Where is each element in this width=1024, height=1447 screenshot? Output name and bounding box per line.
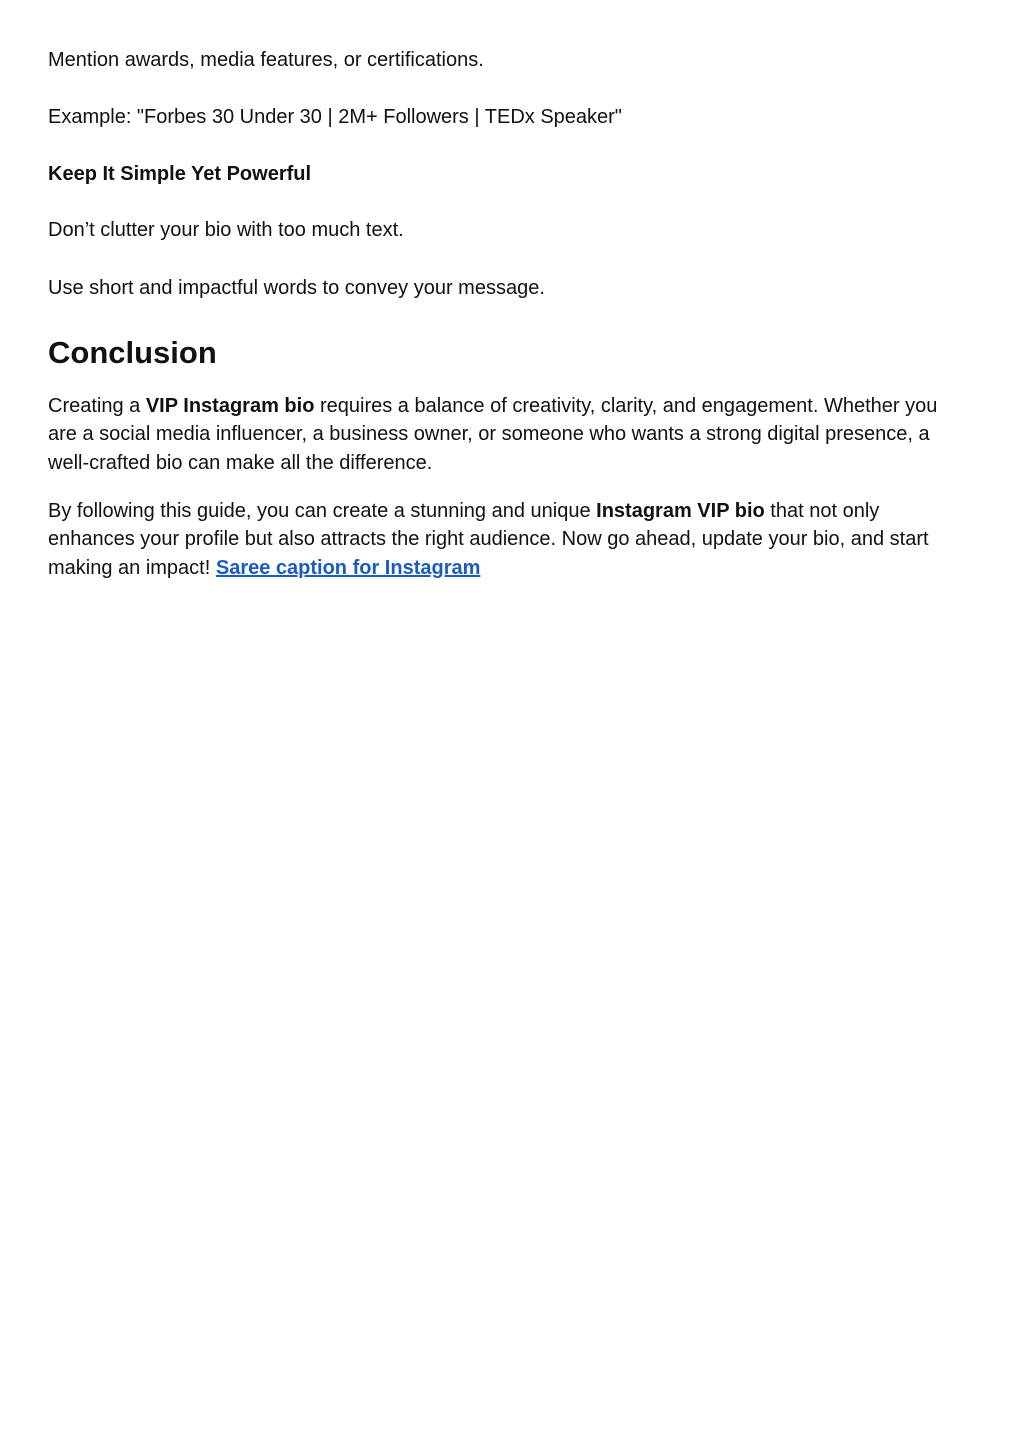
conclusion-paragraph-2 xyxy=(48,497,958,582)
tip-clutter-text: Don’t clutter your bio with too much text. xyxy=(48,219,404,241)
conclusion-p2-pre: By following this guide, you can create a stunning and unique xyxy=(48,500,597,522)
saree-caption-link[interactable]: Saree caption for Instagram xyxy=(215,556,481,579)
conclusion-heading: Conclusion xyxy=(48,335,217,370)
mention-text: Mention awards, media features, or certifications. xyxy=(48,49,484,71)
conclusion-paragraph-1 xyxy=(48,392,958,477)
conclusion-p2-post: that not only enhances your profile but also attracts the right audience. Now go ahead, update your bio, and start making an impact! xyxy=(48,500,929,579)
conclusion-p2-bold: Instagram VIP bio xyxy=(596,500,765,522)
keep-simple-subheading: Keep It Simple Yet Powerful xyxy=(48,163,312,185)
conclusion-p1-bold: VIP Instagram bio xyxy=(145,395,315,417)
conclusion-p1-pre: Creating a xyxy=(48,395,146,417)
conclusion-p1-post: requires a balance of creativity, clarity, and engagement. Whether you are a social media influencer, a business owner, or someone who wants a strong digital presence, a well-crafted bio can make all the difference. xyxy=(48,395,938,474)
example-text: Example: "Forbes 30 Under 30 | 2M+ Followers | TEDx Speaker" xyxy=(48,106,622,128)
tip-short-words-text: Use short and impactful words to convey your message. xyxy=(48,277,545,299)
